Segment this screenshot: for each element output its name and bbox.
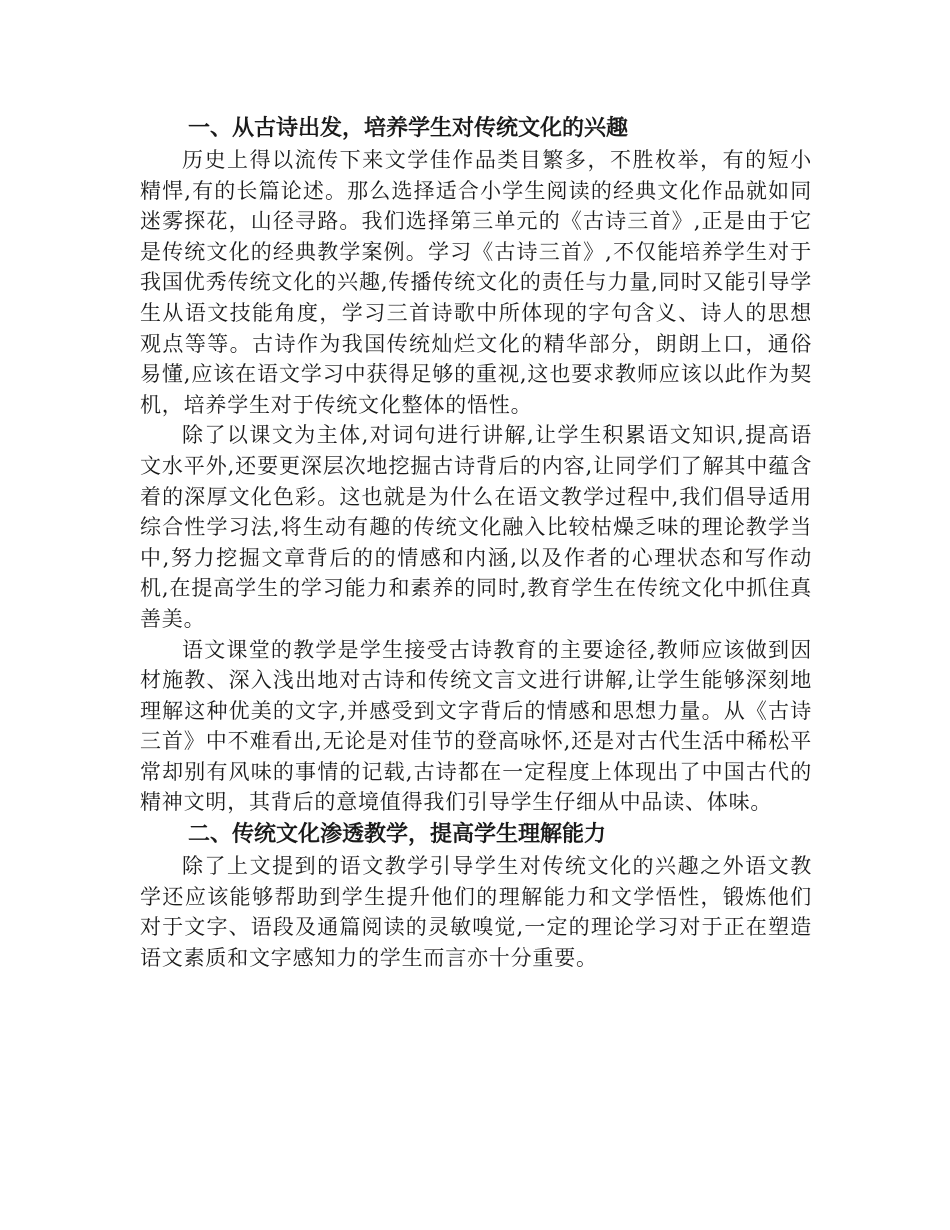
section-2-paragraph-1: 除了上文提到的语文教学引导学生对传统文化的兴趣之外语文教学还应该能够帮助到学生提升他们的理解能力和文学悟性，锻炼他们对于文字、语段及通篇阅读的灵敏嗅觉,一定的理论学习对于正在塑造语文素质和文字感知力的学生而言亦十分重要。 xyxy=(140,854,812,970)
section-1-heading: 一、从古诗出发，培养学生对传统文化的兴趣 xyxy=(188,116,629,141)
document-page xyxy=(140,112,812,973)
section-1-paragraph-2: 除了以课文为主体,对词句进行讲解,让学生积累语文知识,提高语文水平外,还要更深层次地挖掘古诗背后的内容,让同学们了解其中蕴含着的深厚文化色彩。这也就是为什么在语文教学过程中,我们倡导适用综合性学习法,将生动有趣的传统文化融入比较枯燥乏味的理论教学当中,努力挖掘文章背后的的情感和内涵,以及作者的心理状态和写作动机,在提高学生的学习能力和素养的同时,教育学生在传统文化中抓住真善美。 xyxy=(140,423,812,631)
section-2-heading: 二、传统文化渗透教学，提高学生理解能力 xyxy=(188,822,607,848)
section-1-paragraph-1: 历史上得以流传下来文学佳作品类目繁多，不胜枚举，有的短小精悍,有的长篇论述。那么选择适合小学生阅读的经典文化作品就如同迷雾探花，山径寻路。我们选择第三单元的《古诗三首》,正是由于它是传统文化的经典教学案例。学习《古诗三首》,不仅能培养学生对于我国优秀传统文化的兴趣,传播传统文化的责任与力量,同时又能引导学生从语文技能角度，学习三首诗歌中所体现的字句含义、诗人的思想观点等等。古诗作为我国传统灿烂文化的精华部分，朗朗上口，通俗易懂,应该在语文学习中获得足够的重视,这也要求教师应该以此作为契机，培养学生对于传统文化整体的悟性。 xyxy=(140,148,812,417)
section-1-paragraph-3: 语文课堂的教学是学生接受古诗教育的主要途径,教师应该做到因材施教、深入浅出地对古诗和传统文言文进行讲解,让学生能够深刻地理解这种优美的文字,并感受到文字背后的情感和思想力量。从《古诗三首》中不难看出,无论是对佳节的登高咏怀,还是对古代生活中稀松平常却别有风味的事情的记载,古诗都在一定程度上体现出了中国古代的精神文明，其背后的意境值得我们引导学生仔细从中品读、体味。 xyxy=(140,637,812,815)
